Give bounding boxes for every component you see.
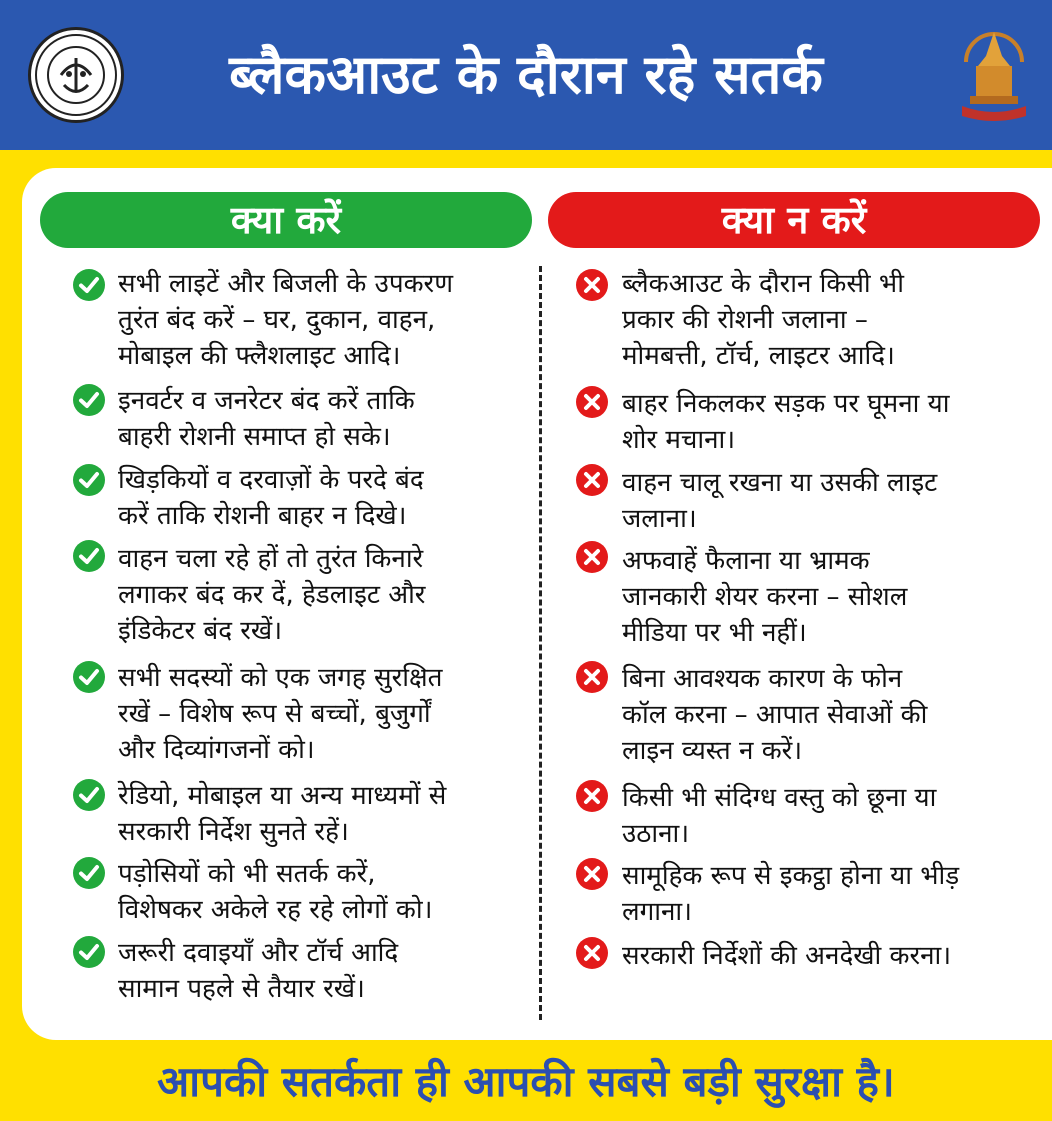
dos-item: वाहन चला रहे हों तो तुरंत किनारे लगाकर बंद कर दें, हेडलाइट और इंडिकेटर बंद रखें। bbox=[118, 544, 426, 646]
footer-slogan: आपकी सतर्कता ही आपकी सबसे बड़ी सुरक्षा है। bbox=[157, 1057, 895, 1106]
dos-item: खिड़कियों व दरवाज़ों के परदे बंद करें ताकि रोशनी बाहर न दिखे। bbox=[118, 465, 424, 531]
dos-item: रेडियो, मोबाइल या अन्य माध्यमों से सरकारी निर्देश सुनते रहें। bbox=[118, 781, 447, 847]
check-circle-icon bbox=[72, 660, 106, 694]
dos-item: सभी लाइटें और बिजली के उपकरण तुरंत बंद करें – घर, दुकान, वाहन, मोबाइल की फ्लैशलाइट आदि। bbox=[118, 269, 453, 371]
up-government-emblem-icon bbox=[28, 27, 124, 123]
cross-circle-icon bbox=[575, 463, 609, 497]
cross-circle-icon bbox=[575, 540, 609, 574]
donts-item: वाहन चालू रखना या उसकी लाइट जलाना। bbox=[622, 468, 938, 534]
donts-item: बाहर निकलकर सड़क पर घूमना या शोर मचाना। bbox=[622, 389, 950, 455]
check-circle-icon bbox=[72, 778, 106, 812]
cross-circle-icon bbox=[575, 936, 609, 970]
donts-item: ब्लैकआउट के दौरान किसी भी प्रकार की रोशनी जलाना – मोमबत्ती, टॉर्च, लाइटर आदि। bbox=[622, 269, 904, 371]
check-circle-icon bbox=[72, 856, 106, 890]
check-circle-icon bbox=[72, 935, 106, 969]
donts-heading: क्या न करें bbox=[548, 192, 1040, 248]
column-divider bbox=[539, 266, 542, 1020]
cross-circle-icon bbox=[575, 660, 609, 694]
donts-item: अफवाहें फैलाना या भ्रामक जानकारी शेयर करना – सोशल मीडिया पर भी नहीं। bbox=[622, 546, 908, 648]
cross-circle-icon bbox=[575, 857, 609, 891]
kashi-emblem-icon bbox=[956, 22, 1032, 126]
donts-item: सामूहिक रूप से इकट्ठा होना या भीड़ लगाना। bbox=[622, 861, 960, 927]
donts-item: सरकारी निर्देशों की अनदेखी करना। bbox=[622, 941, 952, 971]
check-circle-icon bbox=[72, 463, 106, 497]
check-circle-icon bbox=[72, 539, 106, 573]
dos-item: इनवर्टर व जनरेटर बंद करें ताकि बाहरी रोशनी समाप्त हो सके। bbox=[118, 386, 415, 452]
cross-circle-icon bbox=[575, 268, 609, 302]
dos-item: सभी सदस्यों को एक जगह सुरक्षित रखें – विशेष रूप से बच्चों, बुजुर्गों और दिव्यांगजनों को। bbox=[118, 663, 443, 765]
dos-item: जरूरी दवाइयाँ और टॉर्च आदि सामान पहले से तैयार रखें। bbox=[118, 938, 399, 1004]
dos-item: पड़ोसियों को भी सतर्क करें, विशेषकर अकेले रह रहे लोगों को। bbox=[118, 859, 433, 925]
donts-item: बिना आवश्यक कारण के फोन कॉल करना – आपात सेवाओं की लाइन व्यस्त न करें। bbox=[622, 664, 928, 766]
check-circle-icon bbox=[72, 268, 106, 302]
cross-circle-icon bbox=[575, 779, 609, 813]
cross-circle-icon bbox=[575, 385, 609, 419]
dos-heading: क्या करें bbox=[40, 192, 532, 248]
donts-item: किसी भी संदिग्ध वस्तु को छूना या उठाना। bbox=[622, 783, 937, 849]
page-title: ब्लैकआउट के दौरान रहे सतर्क bbox=[229, 43, 823, 106]
check-circle-icon bbox=[72, 383, 106, 417]
